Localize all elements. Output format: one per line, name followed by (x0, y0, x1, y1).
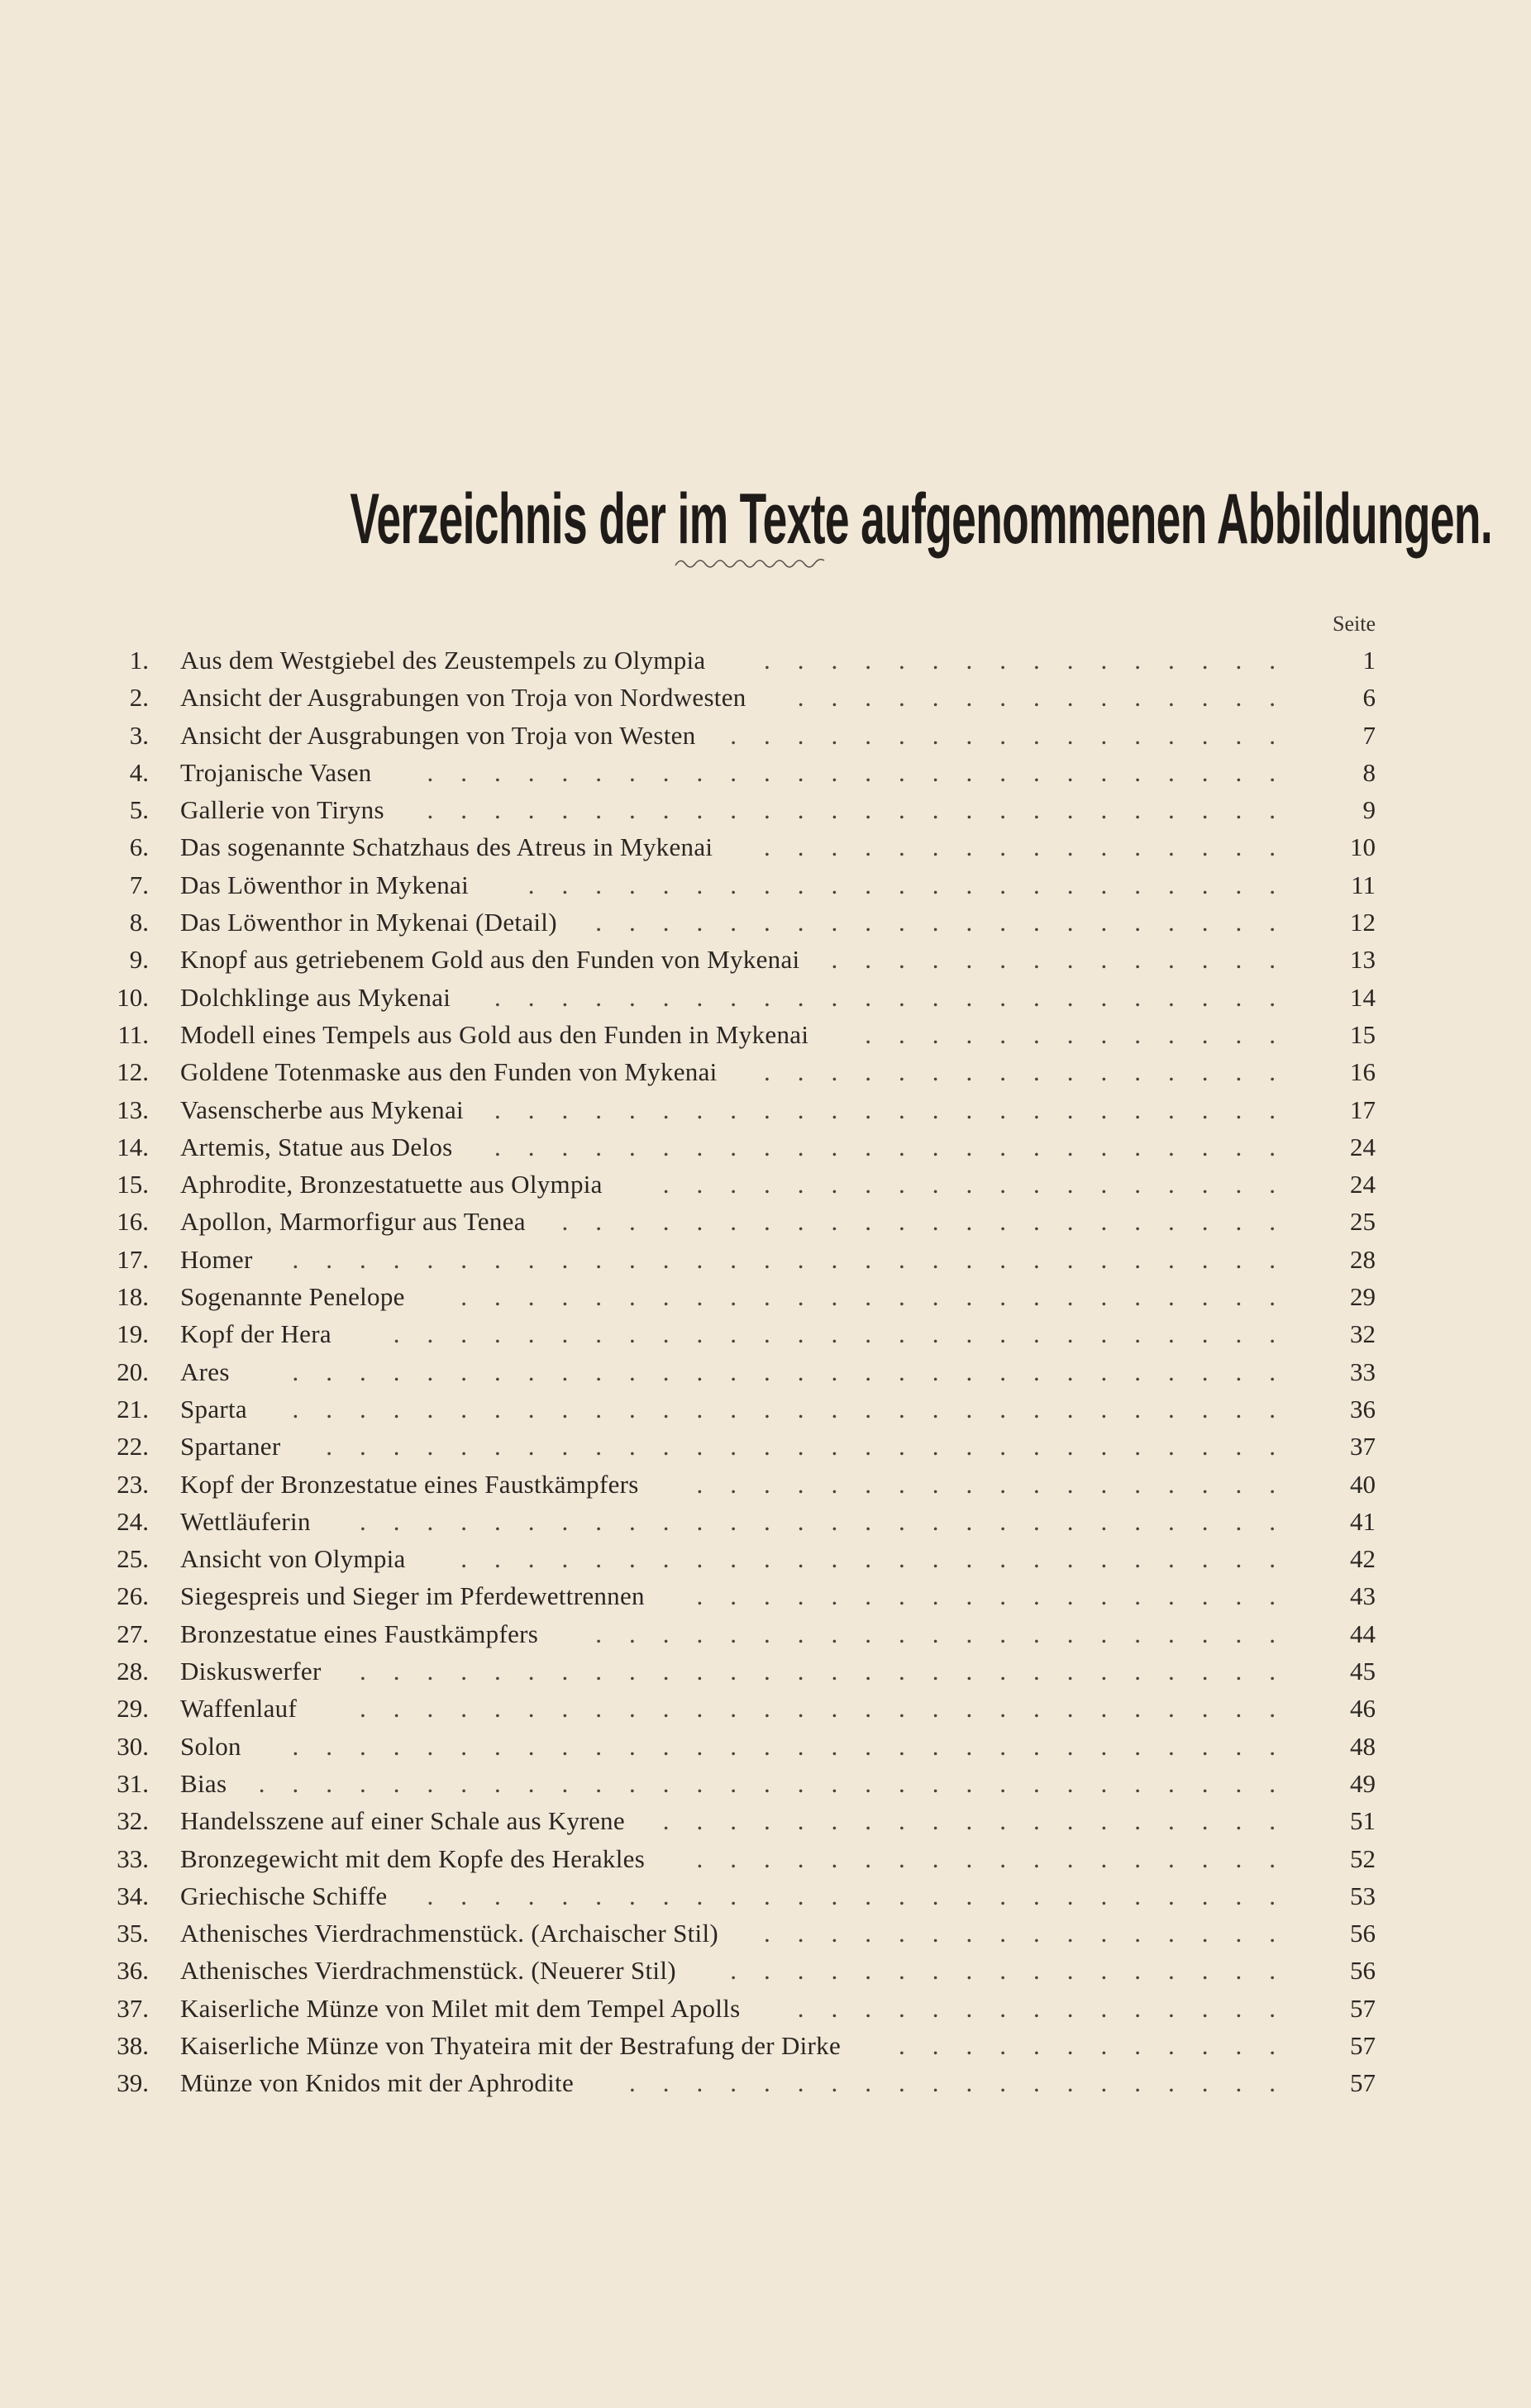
entry-title: Bronzestatue eines Faustkämpfers (180, 1619, 539, 1648)
entry-title: Dolchklinge aus Mykenai (180, 982, 451, 1012)
entry-page-number: 9 (1362, 795, 1376, 825)
entry-number: 21. (117, 1394, 149, 1423)
entry-title: Goldene Totenmaske aus den Funden von Mykenai (180, 1057, 718, 1087)
entry-page-number: 49 (1350, 1768, 1376, 1798)
entry-title: Gallerie von Tiryns (180, 795, 384, 825)
entry-title: Handelsszene auf einer Schale aus Kyrene (180, 1806, 625, 1836)
list-item (0, 2027, 1531, 2064)
entry-title: Ansicht der Ausgrabungen von Troja von Westen (180, 720, 696, 750)
dot-leader: ................... (662, 1170, 1303, 1199)
entry-page-number: 40 (1350, 1469, 1376, 1499)
entry-title: Sogenannte Penelope (180, 1282, 405, 1312)
list-item (0, 1241, 1531, 1278)
page-title-text: Verzeichnis der im Texte aufgenommenen Abbildungen. (350, 479, 1493, 559)
entry-number: 12. (117, 1057, 149, 1087)
entry-title: Spartaner (180, 1432, 281, 1461)
dot-leader: .......................... (427, 757, 1303, 787)
entry-title: Solon (180, 1731, 241, 1761)
dot-leader: ........................ (494, 1132, 1303, 1161)
entry-page-number: 42 (1350, 1544, 1376, 1574)
list-item (0, 1990, 1531, 2027)
entry-number: 20. (117, 1357, 149, 1386)
entry-page-number: 46 (1350, 1694, 1376, 1724)
list-item (0, 1877, 1531, 1914)
dot-leader: ......................... (460, 1544, 1303, 1574)
entry-page-number: 16 (1350, 1057, 1376, 1087)
entry-title: Sparta (180, 1394, 247, 1423)
entry-number: 4. (129, 757, 149, 787)
list-item (0, 1428, 1531, 1465)
dot-leader: ................ (764, 1057, 1303, 1087)
dot-leader: ................ (764, 832, 1303, 862)
list-item (0, 1166, 1531, 1203)
entry-page-number: 57 (1350, 2068, 1376, 2098)
list-item (0, 941, 1531, 978)
list-item (0, 791, 1531, 828)
dot-leader: ..................... (595, 1619, 1303, 1648)
list-item (0, 1952, 1531, 1989)
entry-page-number: 48 (1350, 1731, 1376, 1761)
list-item (0, 754, 1531, 791)
dot-leader: ............................ (360, 1657, 1303, 1686)
entry-title: Kopf der Hera (180, 1319, 331, 1349)
list-item (0, 2064, 1531, 2101)
entry-page-number: 1 (1362, 646, 1376, 675)
entry-title: Waffenlauf (180, 1694, 298, 1724)
entry-number: 16. (117, 1207, 149, 1237)
dot-leader: ............... (797, 1993, 1303, 2023)
entry-number: 34. (117, 1881, 149, 1910)
dot-leader: ............................ (360, 1694, 1303, 1724)
dot-leader: ............... (797, 683, 1303, 713)
entry-title: Artemis, Statue aus Delos (180, 1132, 453, 1161)
entry-number: 32. (117, 1806, 149, 1836)
list-item (0, 1203, 1531, 1240)
list-item (0, 828, 1531, 865)
entry-number: 33. (117, 1843, 149, 1873)
dot-leader: ................. (730, 1956, 1303, 1986)
dot-leader: .............. (831, 945, 1303, 975)
entry-number: 24. (117, 1506, 149, 1536)
list-item (0, 1466, 1531, 1503)
entry-title: Diskuswerfer (180, 1657, 322, 1686)
dot-leader: ........................... (393, 1319, 1303, 1349)
entry-title: Bias (180, 1768, 227, 1798)
entry-page-number: 11 (1351, 870, 1376, 899)
dot-leader: ................ (764, 1919, 1303, 1948)
entry-page-number: 28 (1350, 1244, 1376, 1274)
entry-number: 39. (117, 2068, 149, 2098)
dot-leader: ............................... (258, 1768, 1303, 1798)
entry-page-number: 8 (1362, 757, 1376, 787)
entry-page-number: 37 (1350, 1432, 1376, 1461)
entry-number: 22. (117, 1432, 149, 1461)
list-item (0, 1278, 1531, 1315)
list-item (0, 1016, 1531, 1053)
entry-number: 8. (129, 908, 149, 937)
list-item (0, 1053, 1531, 1090)
entry-page-number: 13 (1350, 945, 1376, 975)
entry-number: 14. (117, 1132, 149, 1161)
entry-number: 9. (129, 945, 149, 975)
entry-page-number: 36 (1350, 1394, 1376, 1423)
entry-title: Ansicht von Olympia (180, 1544, 406, 1574)
entry-title: Wettläuferin (180, 1506, 311, 1536)
entry-page-number: 57 (1350, 1993, 1376, 2023)
entry-page-number: 41 (1350, 1506, 1376, 1536)
entry-number: 19. (117, 1319, 149, 1349)
dot-leader: ............................. (326, 1432, 1303, 1461)
list-item (0, 1315, 1531, 1352)
entry-title: Kaiserliche Münze von Thyateira mit der Bestrafung der Dirke (180, 2030, 842, 2060)
entry-page-number: 51 (1350, 1806, 1376, 1836)
list-item (0, 717, 1531, 754)
dot-leader: .......................... (427, 1881, 1303, 1910)
dot-leader: .............................. (292, 1731, 1303, 1761)
list-item (0, 979, 1531, 1016)
entry-title: Das Löwenthor in Mykenai (Detail) (180, 908, 557, 937)
entry-number: 31. (117, 1768, 149, 1798)
entry-page-number: 25 (1350, 1207, 1376, 1237)
dot-leader: ............. (865, 1019, 1303, 1049)
page-title (0, 474, 1531, 565)
entry-title: Aphrodite, Bronzestatuette aus Olympia (180, 1170, 603, 1199)
list-item (0, 904, 1531, 941)
entry-page-number: 56 (1350, 1956, 1376, 1986)
entry-number: 29. (117, 1694, 149, 1724)
entry-page-number: 53 (1350, 1881, 1376, 1910)
dot-leader: .......................... (427, 795, 1303, 825)
wavy-line-ornament-icon (674, 556, 826, 569)
list-item (0, 1840, 1531, 1877)
list-item (0, 1690, 1531, 1727)
list-item (0, 1615, 1531, 1652)
dot-leader: .............................. (292, 1394, 1303, 1423)
list-item (0, 1577, 1531, 1614)
entry-number: 35. (117, 1919, 149, 1948)
entry-number: 5. (129, 795, 149, 825)
entry-page-number: 45 (1350, 1657, 1376, 1686)
entry-title: Trojanische Vasen (180, 757, 372, 787)
entry-page-number: 33 (1350, 1357, 1376, 1386)
entry-number: 28. (117, 1657, 149, 1686)
list-item (0, 1390, 1531, 1428)
list-item (0, 1652, 1531, 1690)
entry-number: 38. (117, 2030, 149, 2060)
entry-title: Homer (180, 1244, 253, 1274)
list-item (0, 1802, 1531, 1839)
dot-leader: .................. (696, 1469, 1303, 1499)
entry-title: Siegespreis und Sieger im Pferdewettrennen (180, 1581, 645, 1611)
entry-title: Münze von Knidos mit der Aphrodite (180, 2068, 575, 2098)
entry-number: 25. (117, 1544, 149, 1574)
entry-number: 37. (117, 1993, 149, 2023)
entry-title: Ares (180, 1357, 230, 1386)
entry-page-number: 15 (1350, 1019, 1376, 1049)
entry-number: 2. (129, 683, 149, 713)
dot-leader: ........................ (494, 982, 1303, 1012)
entry-page-number: 29 (1350, 1282, 1376, 1312)
dot-leader: .................. (696, 1843, 1303, 1873)
entry-title: Athenisches Vierdrachmenstück. (Neuerer Stil) (180, 1956, 676, 1986)
entry-page-number: 52 (1350, 1843, 1376, 1873)
entry-number: 26. (117, 1581, 149, 1611)
list-item (0, 679, 1531, 716)
entry-title: Das Löwenthor in Mykenai (180, 870, 469, 899)
entry-number: 7. (129, 870, 149, 899)
entry-title: Vasenscherbe aus Mykenai (180, 1094, 464, 1124)
entry-number: 23. (117, 1469, 149, 1499)
entry-page-number: 56 (1350, 1919, 1376, 1948)
dot-leader: .............................. (292, 1244, 1303, 1274)
entry-title: Bronzegewicht mit dem Kopfe des Herakles (180, 1843, 646, 1873)
figure-list (0, 641, 1531, 2102)
list-item (0, 641, 1531, 679)
entry-title: Ansicht der Ausgrabungen von Troja von Nordwesten (180, 683, 746, 713)
dot-leader: ......................... (460, 1282, 1303, 1312)
list-item (0, 1128, 1531, 1166)
dot-leader: ................ (764, 646, 1303, 675)
dot-leader: ....................... (527, 870, 1303, 899)
entry-page-number: 6 (1362, 683, 1376, 713)
entry-number: 30. (117, 1731, 149, 1761)
list-item (0, 1540, 1531, 1577)
entry-number: 10. (117, 982, 149, 1012)
entry-title: Griechische Schiffe (180, 1881, 388, 1910)
dot-leader: ............................ (360, 1506, 1303, 1536)
list-item (0, 866, 1531, 904)
page-column-header: Seite (1333, 612, 1376, 636)
entry-number: 11. (117, 1019, 149, 1049)
entry-number: 6. (129, 832, 149, 862)
dot-leader: .................. (696, 1581, 1303, 1611)
list-item (0, 1091, 1531, 1128)
entry-page-number: 7 (1362, 720, 1376, 750)
dot-leader: ...................... (561, 1207, 1303, 1237)
entry-number: 17. (117, 1244, 149, 1274)
entry-page-number: 14 (1350, 982, 1376, 1012)
list-item (0, 1503, 1531, 1540)
entry-title: Aus dem Westgiebel des Zeustempels zu Olympia (180, 646, 706, 675)
entry-page-number: 57 (1350, 2030, 1376, 2060)
dot-leader: ................... (662, 1806, 1303, 1836)
entry-title: Athenisches Vierdrachmenstück. (Archaischer Stil) (180, 1919, 719, 1948)
list-item (0, 1728, 1531, 1765)
dot-leader: ................. (730, 720, 1303, 750)
entry-title: Knopf aus getriebenem Gold aus den Funden von Mykenai (180, 945, 800, 975)
dot-leader: .............................. (292, 1357, 1303, 1386)
entry-page-number: 24 (1350, 1132, 1376, 1161)
entry-page-number: 44 (1350, 1619, 1376, 1648)
entry-page-number: 10 (1350, 832, 1376, 862)
entry-page-number: 32 (1350, 1319, 1376, 1349)
entry-number: 1. (129, 646, 149, 675)
entry-number: 27. (117, 1619, 149, 1648)
entry-title: Das sogenannte Schatzhaus des Atreus in Mykenai (180, 832, 713, 862)
dot-leader: ........................ (494, 1094, 1303, 1124)
entry-number: 18. (117, 1282, 149, 1312)
entry-title: Kaiserliche Münze von Milet mit dem Tempel Apolls (180, 1993, 741, 2023)
entry-number: 13. (117, 1094, 149, 1124)
entry-page-number: 17 (1350, 1094, 1376, 1124)
dot-leader: .................... (629, 2068, 1303, 2098)
entry-page-number: 43 (1350, 1581, 1376, 1611)
dot-leader: ............ (899, 2030, 1303, 2060)
entry-title: Apollon, Marmorfigur aus Tenea (180, 1207, 526, 1237)
dot-leader: ..................... (595, 908, 1303, 937)
entry-page-number: 12 (1350, 908, 1376, 937)
list-item (0, 1765, 1531, 1802)
entry-page-number: 24 (1350, 1170, 1376, 1199)
entry-title: Kopf der Bronzestatue eines Faustkämpfers (180, 1469, 639, 1499)
entry-number: 15. (117, 1170, 149, 1199)
list-item (0, 1353, 1531, 1390)
entry-title: Modell eines Tempels aus Gold aus den Funden in Mykenai (180, 1019, 809, 1049)
entry-number: 3. (129, 720, 149, 750)
entry-number: 36. (117, 1956, 149, 1986)
list-item (0, 1914, 1531, 1952)
